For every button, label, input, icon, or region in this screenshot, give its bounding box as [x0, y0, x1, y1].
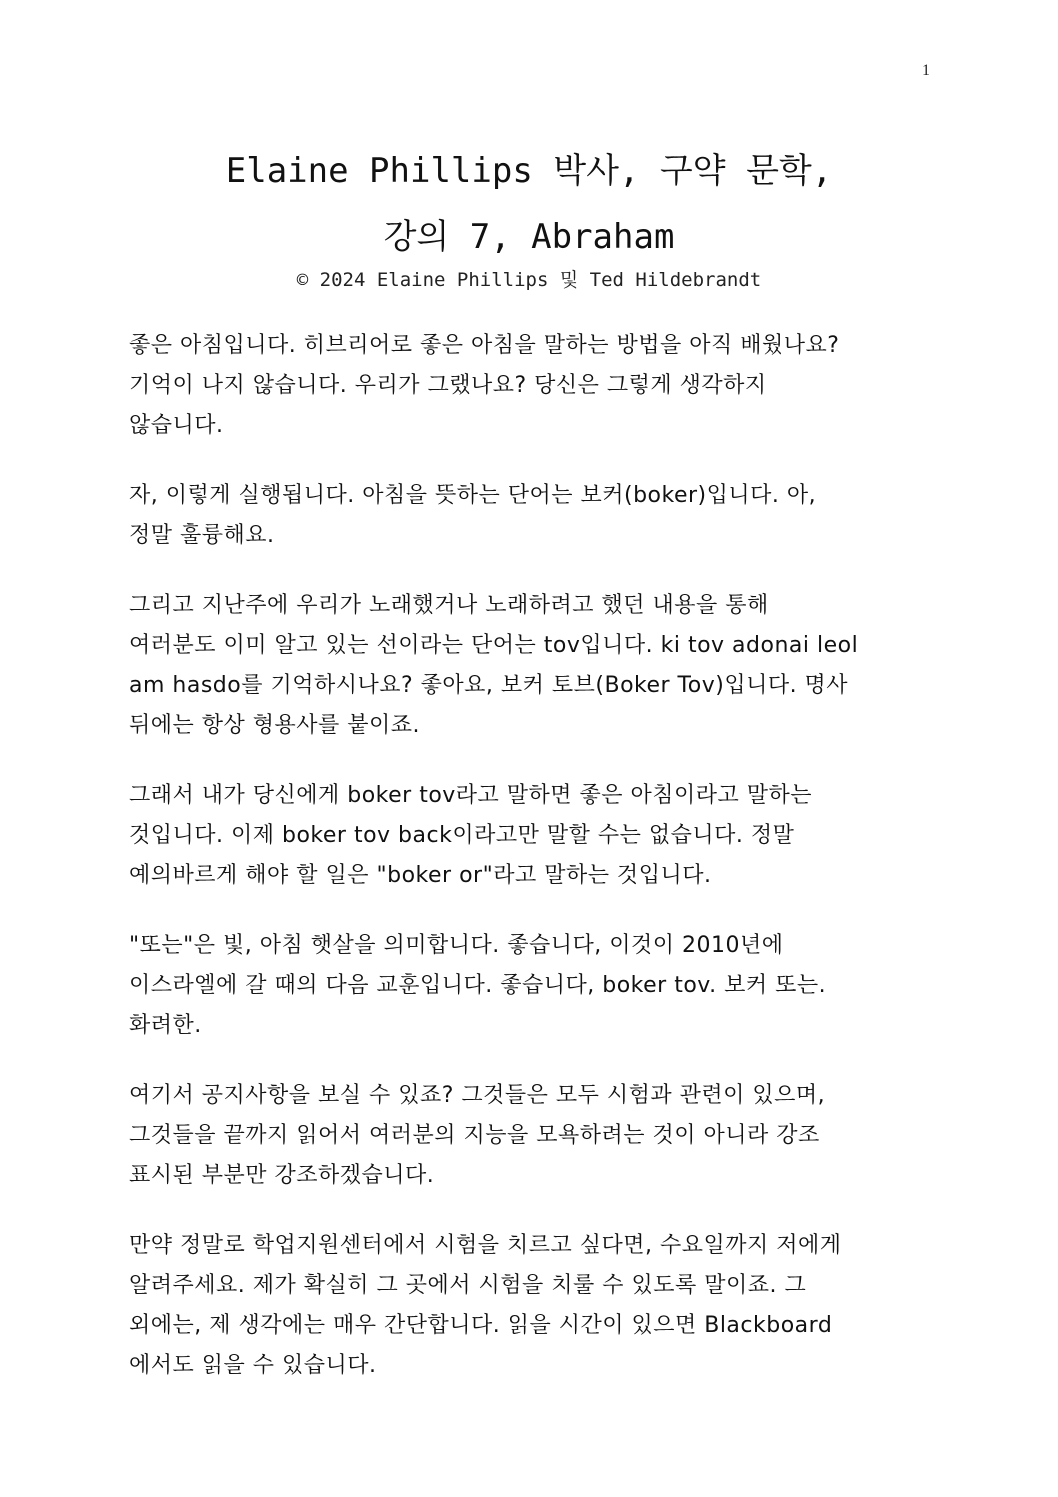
body-text	[129, 326, 929, 1416]
paragraph-line: 그리고 지난주에 우리가 노래했거나 노래하려고 했던 내용을 통해	[129, 593, 769, 618]
page-number: 1	[922, 62, 930, 79]
paragraph-line: 외에는, 제 생각에는 매우 간단합니다. 읽을 시간이 있으면 Blackboard	[129, 1313, 833, 1338]
paragraph-line: "또는"은 빛, 아침 햇살을 의미합니다. 좋습니다, 이것이 2010년에	[129, 933, 784, 958]
title-line-1: Elaine Phillips 박사, 구약 문학,	[225, 151, 833, 191]
paragraph-line: 알려주세요. 제가 확실히 그 곳에서 시험을 치룰 수 있도록 말이죠. 그	[129, 1273, 807, 1298]
paragraph-4	[129, 776, 929, 896]
paragraph-line: am hasdo를 기억하시나요? 좋아요, 보커 토브(Boker Tov)입니다. 명사	[129, 673, 849, 698]
paragraph-line: 그것들을 끝까지 읽어서 여러분의 지능을 모욕하려는 것이 아니라 강조	[129, 1123, 820, 1148]
document-title	[0, 138, 1058, 270]
paragraph-line: 화려한.	[129, 1013, 202, 1038]
paragraph-6	[129, 1076, 929, 1196]
paragraph-line: 뒤에는 항상 형용사를 붙이죠.	[129, 713, 420, 738]
paragraph-line: 표시된 부분만 강조하겠습니다.	[129, 1163, 435, 1188]
paragraph-line: 에서도 읽을 수 있습니다.	[129, 1353, 377, 1378]
paragraph-line: 좋은 아침입니다. 히브리어로 좋은 아침을 말하는 방법을 아직 배웠나요?	[129, 333, 840, 358]
paragraph-line: 기억이 나지 않습니다. 우리가 그랬나요? 당신은 그렇게 생각하지	[129, 373, 767, 398]
paragraph-line: 만약 정말로 학업지원센터에서 시험을 치르고 싶다면, 수요일까지 저에게	[129, 1233, 842, 1258]
copyright-notice: © 2024 Elaine Phillips 및 Ted Hildebrandt	[296, 269, 762, 291]
paragraph-line: 여러분도 이미 알고 있는 선이라는 단어는 tov입니다. ki tov adonai leol	[129, 633, 859, 658]
paragraph-line: 예의바르게 해야 할 일은 "boker or"라고 말하는 것입니다.	[129, 863, 712, 888]
paragraph-line: 것입니다. 이제 boker tov back이라고만 말할 수는 없습니다. 정말	[129, 823, 795, 848]
paragraph-3	[129, 586, 929, 746]
paragraph-line: 이스라엘에 갈 때의 다음 교훈입니다. 좋습니다, boker tov. 보커 또는.	[129, 973, 827, 998]
paragraph-1	[129, 326, 929, 446]
title-line-2: 강의 7, Abraham	[383, 217, 675, 257]
paragraph-line: 자, 이렇게 실행됩니다. 아침을 뜻하는 단어는 보커(boker)입니다. 아,	[129, 483, 817, 508]
paragraph-line: 않습니다.	[129, 413, 224, 438]
paragraph-5	[129, 926, 929, 1046]
paragraph-2	[129, 476, 929, 556]
paragraph-7	[129, 1226, 929, 1386]
paragraph-line: 여기서 공지사항을 보실 수 있죠? 그것들은 모두 시험과 관련이 있으며,	[129, 1083, 826, 1108]
paragraph-line: 그래서 내가 당신에게 boker tov라고 말하면 좋은 아침이라고 말하는	[129, 783, 813, 808]
paragraph-line: 정말 훌륭해요.	[129, 523, 275, 548]
